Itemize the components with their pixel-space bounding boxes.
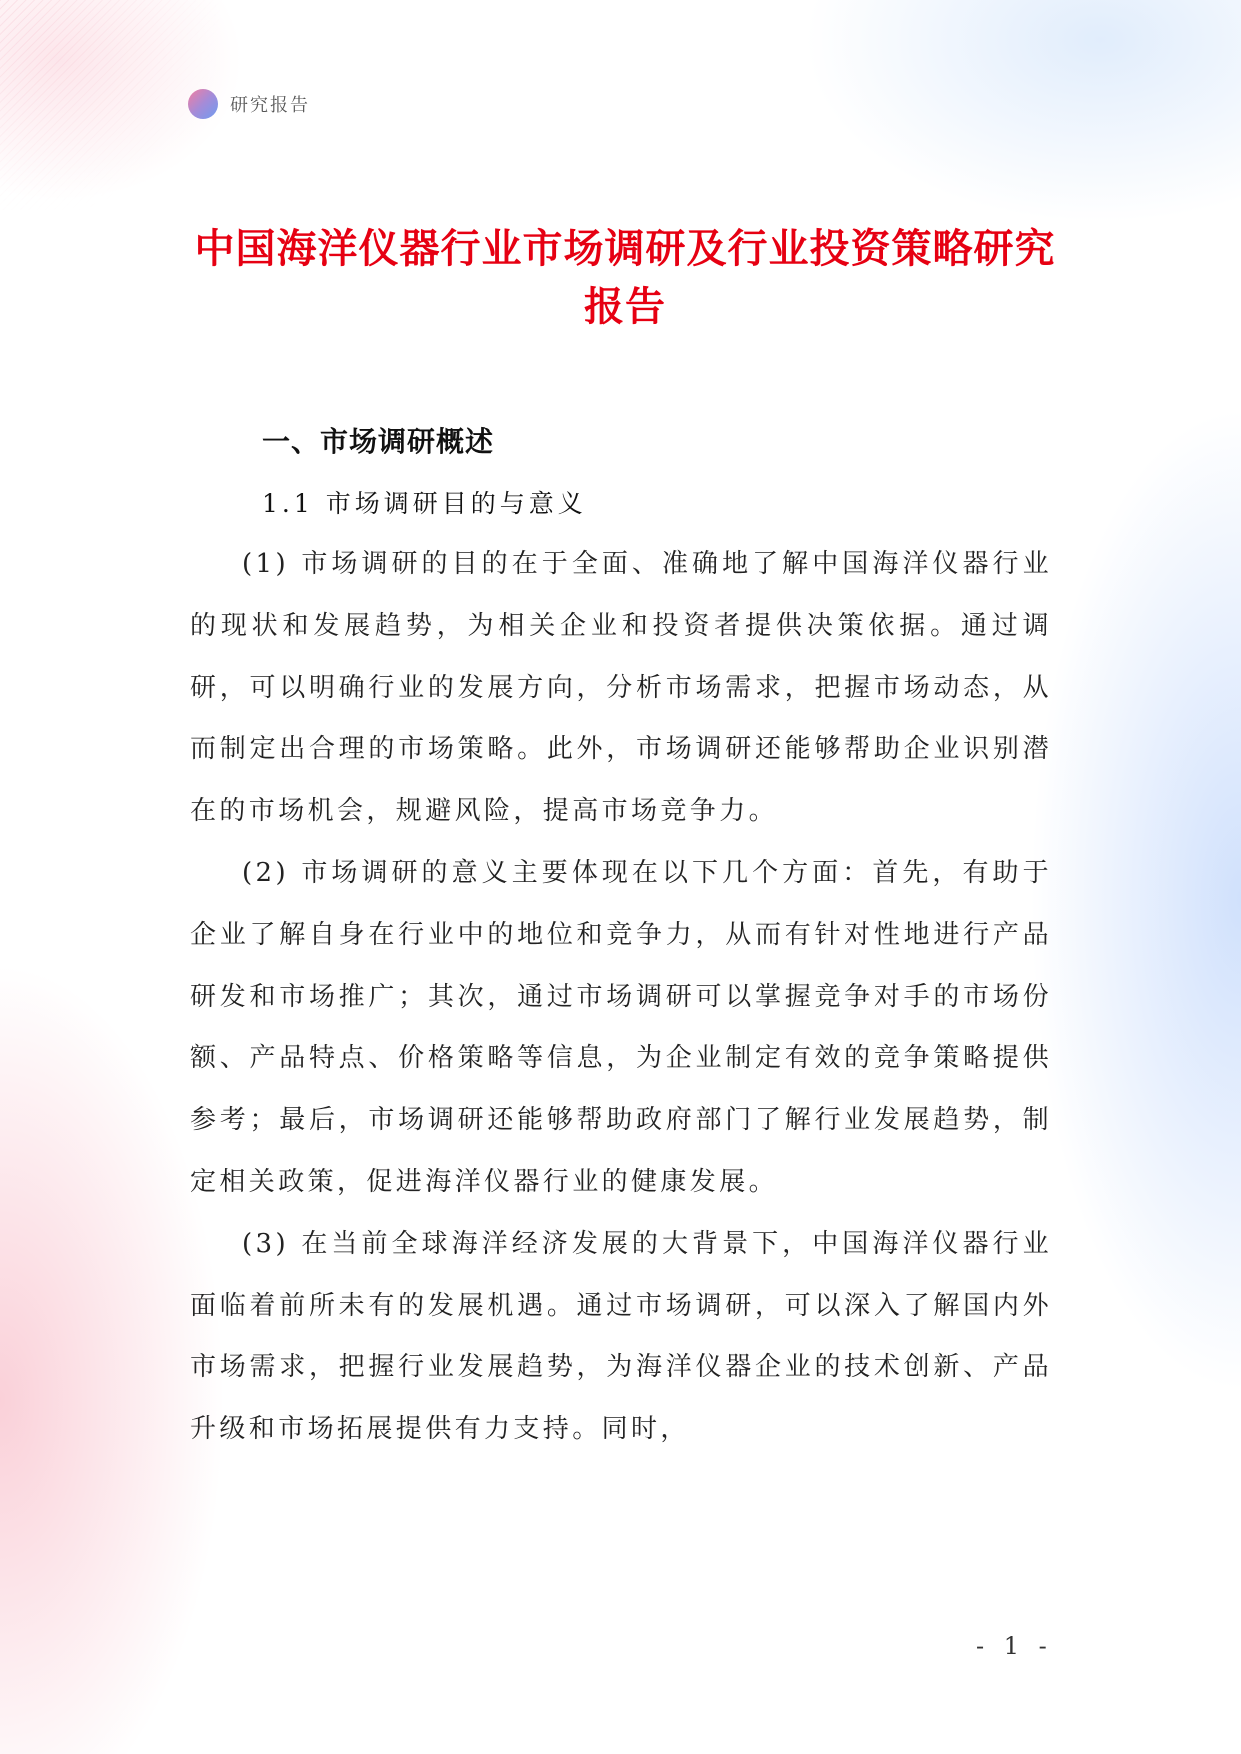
paragraph-3: (3) 在当前全球海洋经济发展的大背景下，中国海洋仪器行业面临着前所未有的发展机遇。通过市场调研，可以深入了解国内外市场需求，把握行业发展趋势，为海洋仪器企业的技术创新、产品升级和市场拓展提供有力支持。同时， <box>190 1228 1052 1445</box>
page-number: - 1 - <box>976 1632 1053 1660</box>
paragraph-1: (1) 市场调研的目的在于全面、准确地了解中国海洋仪器行业的现状和发展趋势，为相关企业和投资者提供决策依据。通过调研，可以明确行业的发展方向，分析市场需求，把握市场动态，从而制定出合理的市场策略。此外，市场调研还能够帮助企业识别潜在的市场机会，规避风险，提高市场竞争力。 <box>190 549 1052 827</box>
document-title: 中国海洋仪器行业市场调研及行业投资策略研究报告 <box>194 226 1056 330</box>
body-text <box>190 534 1052 1461</box>
paragraph-2: (2) 市场调研的意义主要体现在以下几个方面：首先，有助于企业了解自身在行业中的地位和竞争力，从而有针对性地进行产品研发和市场推广；其次，通过市场调研可以掌握竞争对手的市场份额、产品特点、价格策略等信息，为企业制定有效的竞争策略提供参考；最后，市场调研还能够帮助政府部门了解行业发展趋势，制定相关政策，促进海洋仪器行业的健康发展。 <box>190 857 1052 1197</box>
logo-circle-icon <box>188 89 218 119</box>
header-label: 研究报告 <box>230 95 310 116</box>
report-header <box>188 89 310 119</box>
subsection-heading: 1.1 市场调研目的与意义 <box>262 489 587 518</box>
section-heading: 一、市场调研概述 <box>262 425 495 458</box>
